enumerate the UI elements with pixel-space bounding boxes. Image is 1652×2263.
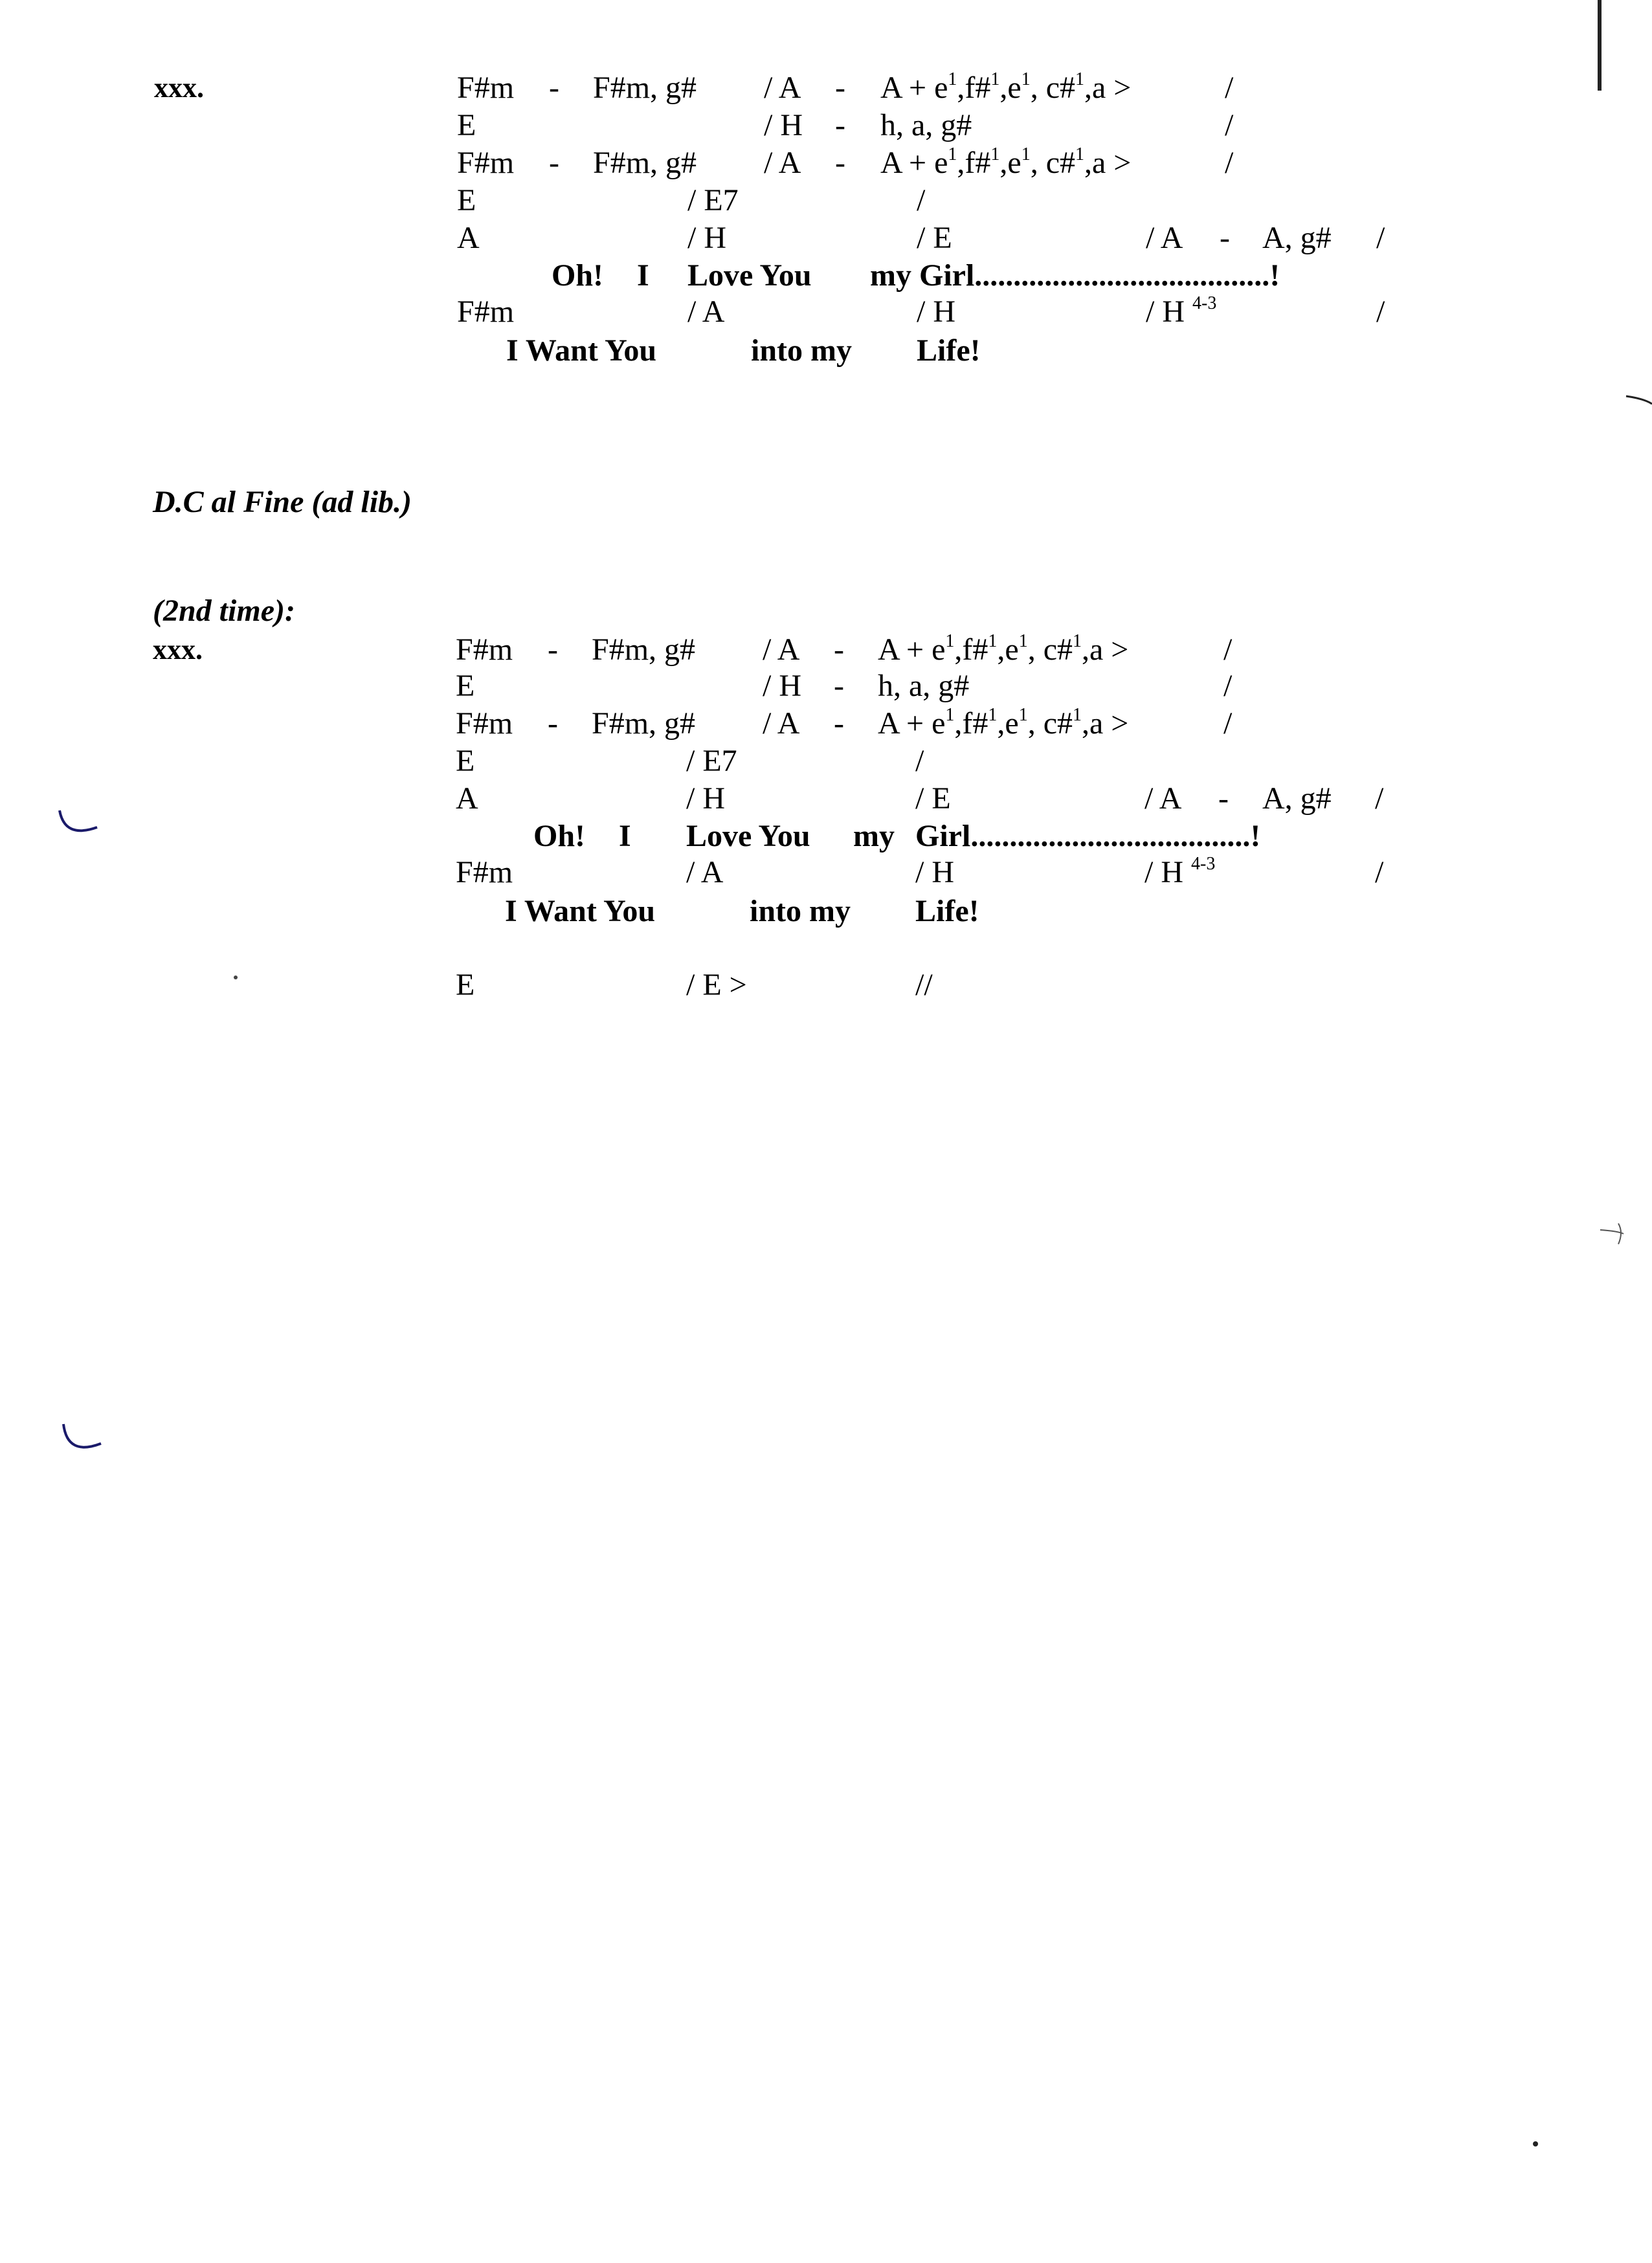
punch-hole-mark xyxy=(60,810,97,831)
section-label: xxx. xyxy=(154,72,204,104)
dash: - xyxy=(835,108,845,142)
lyric: I Want You xyxy=(505,894,656,928)
chord: / A xyxy=(687,295,725,329)
bar-line: / xyxy=(1376,295,1385,329)
chord: A xyxy=(457,221,480,255)
bar-line: / xyxy=(1223,669,1233,703)
dash: - xyxy=(834,632,844,667)
dash: - xyxy=(1220,221,1230,255)
lyric: I xyxy=(637,258,649,293)
edge-mark xyxy=(1618,1223,1621,1244)
dash: - xyxy=(834,706,844,741)
lyric: into my xyxy=(750,894,851,928)
lyric: Girl....................................! xyxy=(915,819,1261,853)
notes: $A + e^1,f\#^1,e^1$, c#$^1$,a > xyxy=(878,631,1129,667)
chord: / H xyxy=(687,221,726,255)
chord: E xyxy=(456,744,475,778)
chord: E xyxy=(457,183,476,217)
second-time-label: (2nd time): xyxy=(153,594,295,628)
chord: / H $^{4-3}$ xyxy=(1144,854,1216,889)
dash: - xyxy=(549,71,559,105)
bar-line: / xyxy=(1375,781,1384,816)
chord: / A xyxy=(1146,221,1183,255)
edge-mark xyxy=(1626,396,1652,404)
chord: F#m xyxy=(457,71,515,105)
lyric: Love You xyxy=(687,258,812,293)
chord: / A xyxy=(686,855,724,889)
notes: $A + e^1,f\#^1,e^1$, c#$^1$,a > xyxy=(880,144,1132,180)
edge-mark xyxy=(1600,1230,1624,1234)
chord: E xyxy=(456,968,475,1002)
speck xyxy=(1533,2141,1538,2146)
notes: F#m, g# xyxy=(592,632,696,667)
chord: / A xyxy=(764,146,801,180)
bar-line: / xyxy=(1225,108,1234,142)
notes: A, g# xyxy=(1262,781,1332,816)
notes: F#m, g# xyxy=(593,146,697,180)
notes: A, g# xyxy=(1262,221,1332,255)
chord: / H $^{4-3}$ xyxy=(1146,293,1217,329)
chord: F#m xyxy=(456,855,513,889)
bar-line: / xyxy=(1225,71,1234,105)
lyric: my Girl......................................! xyxy=(870,258,1280,293)
chord: / A xyxy=(763,706,800,741)
lyric: Oh! xyxy=(552,258,604,293)
chord: / A xyxy=(763,632,800,667)
chord: / E7 xyxy=(686,744,737,778)
chord: F#m xyxy=(456,632,513,667)
chord: / H xyxy=(763,669,801,703)
dash: - xyxy=(834,669,844,703)
chord: / E xyxy=(917,221,952,255)
chord: / A xyxy=(1144,781,1182,816)
chord: / H xyxy=(686,781,725,816)
notes: h, a, g# xyxy=(880,108,972,142)
dash: - xyxy=(835,71,845,105)
dash: - xyxy=(549,146,559,180)
chord: / E xyxy=(915,781,951,816)
bar-line: / xyxy=(915,744,924,778)
lyric: Life! xyxy=(915,894,979,928)
chord: / H xyxy=(917,295,955,329)
notes: h, a, g# xyxy=(878,669,970,703)
chord: / E7 xyxy=(687,183,739,217)
chord: / H xyxy=(915,855,954,889)
dash: - xyxy=(1218,781,1229,816)
dash: - xyxy=(548,706,558,741)
dash: - xyxy=(548,632,558,667)
notes: F#m, g# xyxy=(592,706,696,741)
bar-line: / xyxy=(1223,632,1233,667)
chord: E xyxy=(457,108,476,142)
dc-al-fine: D.C al Fine (ad lib.) xyxy=(153,485,412,519)
edge-mark xyxy=(1598,0,1602,91)
chord: F#m xyxy=(457,295,515,329)
chord: A xyxy=(456,781,478,816)
lyric: into my xyxy=(751,333,852,368)
notes: $A + e^1,f\#^1,e^1$, c#$^1$,a > xyxy=(878,705,1129,741)
dash: - xyxy=(835,146,845,180)
section-label: xxx. xyxy=(153,634,203,665)
speck xyxy=(234,975,238,979)
chord: F#m xyxy=(456,706,513,741)
chord: / H xyxy=(764,108,803,142)
lyric: Love You xyxy=(686,819,810,853)
bar-line: / xyxy=(1376,221,1385,255)
chord: E xyxy=(456,669,475,703)
bar-line: / xyxy=(917,183,926,217)
chord: / A xyxy=(764,71,801,105)
chord: F#m xyxy=(457,146,515,180)
lyric: I Want You xyxy=(506,333,657,368)
bar-line: / xyxy=(1375,855,1384,889)
bar-line: / xyxy=(1223,706,1233,741)
final-bar-line: // xyxy=(915,968,933,1002)
lyric: Life! xyxy=(917,333,981,368)
bar-line: / xyxy=(1225,146,1234,180)
chord: / E > xyxy=(686,968,747,1002)
notes: F#m, g# xyxy=(593,71,697,105)
lyric: my xyxy=(853,819,895,853)
punch-hole-mark xyxy=(63,1424,101,1447)
notes: $A + e^1,f\#^1,e^1$, c#$^1$,a > xyxy=(880,69,1132,105)
lyric: Oh! xyxy=(533,819,586,853)
lyric: I xyxy=(619,819,631,853)
